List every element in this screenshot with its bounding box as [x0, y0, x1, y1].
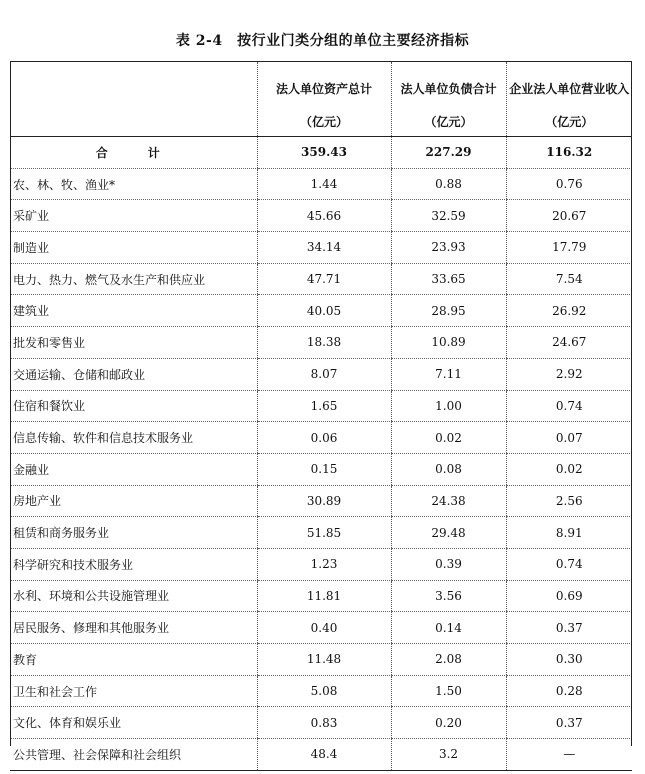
row-liabilities: 0.20 — [391, 707, 506, 739]
table-row — [10, 548, 632, 580]
row-revenue: 0.37 — [506, 612, 632, 644]
row-liabilities: 7.11 — [391, 358, 506, 390]
row-liabilities: 2.08 — [391, 644, 506, 676]
row-revenue: 17.79 — [506, 232, 632, 264]
row-revenue: 7.54 — [506, 263, 632, 295]
total-row — [10, 137, 632, 169]
row-liabilities: 3.2 — [391, 739, 506, 771]
row-name: 居民服务、修理和其他服务业 — [10, 612, 257, 644]
row-assets: 48.4 — [257, 739, 391, 771]
header-liabilities-label: 法人单位负债合计 — [400, 82, 497, 96]
table-title: 表 2-4 按行业门类分组的单位主要经济指标 — [175, 33, 470, 49]
row-liabilities: 3.56 — [391, 580, 506, 612]
row-assets: 40.05 — [257, 295, 391, 327]
row-assets: 0.15 — [257, 453, 391, 485]
row-liabilities: 0.08 — [391, 453, 506, 485]
table-row — [10, 422, 632, 454]
row-revenue: 0.28 — [506, 675, 632, 707]
header-assets-unit: （亿元） — [299, 115, 348, 129]
table-right-border — [631, 61, 633, 746]
row-name: 信息传输、软件和信息技术服务业 — [10, 422, 257, 454]
row-revenue: 8.91 — [506, 517, 632, 549]
row-name: 文化、体育和娱乐业 — [10, 707, 257, 739]
row-name: 金融业 — [10, 453, 257, 485]
header-revenue — [506, 62, 632, 137]
table-row — [10, 263, 632, 295]
row-revenue: 24.67 — [506, 327, 632, 359]
table-row — [10, 707, 632, 739]
table-row — [10, 168, 632, 200]
table-row — [10, 675, 632, 707]
row-assets: 11.81 — [257, 580, 391, 612]
row-assets: 1.23 — [257, 548, 391, 580]
row-revenue: 0.30 — [506, 644, 632, 676]
row-revenue: 0.74 — [506, 548, 632, 580]
row-name: 水利、环境和公共设施管理业 — [10, 580, 257, 612]
row-liabilities: 23.93 — [391, 232, 506, 264]
row-revenue: 116.32 — [506, 137, 632, 169]
row-liabilities: 28.95 — [391, 295, 506, 327]
header-liabilities — [391, 62, 506, 137]
row-name: 住宿和餐饮业 — [10, 390, 257, 422]
row-liabilities: 0.88 — [391, 168, 506, 200]
row-name: 房地产业 — [10, 485, 257, 517]
row-liabilities: 0.39 — [391, 548, 506, 580]
row-revenue: 0.74 — [506, 390, 632, 422]
row-assets: 1.44 — [257, 168, 391, 200]
row-name: 农、林、牧、渔业* — [10, 168, 257, 200]
header-assets — [257, 62, 391, 137]
row-liabilities: 32.59 — [391, 200, 506, 232]
header-industry — [10, 62, 257, 137]
table-row — [10, 453, 632, 485]
row-name: 采矿业 — [10, 200, 257, 232]
row-revenue: 20.67 — [506, 200, 632, 232]
header-row — [10, 62, 632, 137]
row-assets: 1.65 — [257, 390, 391, 422]
row-liabilities: 10.89 — [391, 327, 506, 359]
table-row — [10, 739, 632, 771]
row-liabilities: 1.50 — [391, 675, 506, 707]
table-row — [10, 580, 632, 612]
row-liabilities: 29.48 — [391, 517, 506, 549]
row-name: 教育 — [10, 644, 257, 676]
table-left-border — [10, 61, 12, 746]
row-assets: 5.08 — [257, 675, 391, 707]
row-name: 建筑业 — [10, 295, 257, 327]
row-assets: 0.40 — [257, 612, 391, 644]
row-liabilities: 24.38 — [391, 485, 506, 517]
table-row — [10, 612, 632, 644]
table-row — [10, 485, 632, 517]
row-liabilities: 1.00 — [391, 390, 506, 422]
row-assets: 11.48 — [257, 644, 391, 676]
row-name: 科学研究和技术服务业 — [10, 548, 257, 580]
row-assets: 0.06 — [257, 422, 391, 454]
row-name: 制造业 — [10, 232, 257, 264]
row-liabilities: 227.29 — [391, 137, 506, 169]
row-revenue: 2.56 — [506, 485, 632, 517]
row-assets: 51.85 — [257, 517, 391, 549]
row-revenue: 0.02 — [506, 453, 632, 485]
row-name: 合 计 — [10, 137, 257, 169]
header-revenue-unit: （亿元） — [545, 115, 594, 129]
row-name: 卫生和社会工作 — [10, 675, 257, 707]
row-liabilities: 33.65 — [391, 263, 506, 295]
table-row — [10, 517, 632, 549]
row-name: 批发和零售业 — [10, 327, 257, 359]
row-assets: 18.38 — [257, 327, 391, 359]
row-revenue: 2.92 — [506, 358, 632, 390]
row-assets: 30.89 — [257, 485, 391, 517]
table-row — [10, 390, 632, 422]
row-name: 交通运输、仓储和邮政业 — [10, 358, 257, 390]
economic-indicators-table — [10, 61, 632, 771]
row-assets: 8.07 — [257, 358, 391, 390]
row-revenue: 0.76 — [506, 168, 632, 200]
table-row — [10, 644, 632, 676]
row-revenue: — — [506, 739, 632, 771]
row-assets: 359.43 — [257, 137, 391, 169]
row-assets: 45.66 — [257, 200, 391, 232]
row-assets: 47.71 — [257, 263, 391, 295]
row-liabilities: 0.02 — [391, 422, 506, 454]
row-assets: 34.14 — [257, 232, 391, 264]
table-row — [10, 232, 632, 264]
header-revenue-label: 企业法人单位营业收入 — [509, 82, 630, 96]
row-assets: 0.83 — [257, 707, 391, 739]
row-name: 租赁和商务服务业 — [10, 517, 257, 549]
row-revenue: 0.37 — [506, 707, 632, 739]
row-revenue: 0.69 — [506, 580, 632, 612]
header-liabilities-unit: （亿元） — [424, 115, 473, 129]
row-revenue: 26.92 — [506, 295, 632, 327]
row-name: 公共管理、社会保障和社会组织 — [10, 739, 257, 771]
row-name: 电力、热力、燃气及水生产和供应业 — [10, 263, 257, 295]
table-row — [10, 200, 632, 232]
row-liabilities: 0.14 — [391, 612, 506, 644]
header-assets-label: 法人单位资产总计 — [275, 82, 372, 96]
table-row — [10, 327, 632, 359]
table-row — [10, 295, 632, 327]
table-row — [10, 358, 632, 390]
row-revenue: 0.07 — [506, 422, 632, 454]
